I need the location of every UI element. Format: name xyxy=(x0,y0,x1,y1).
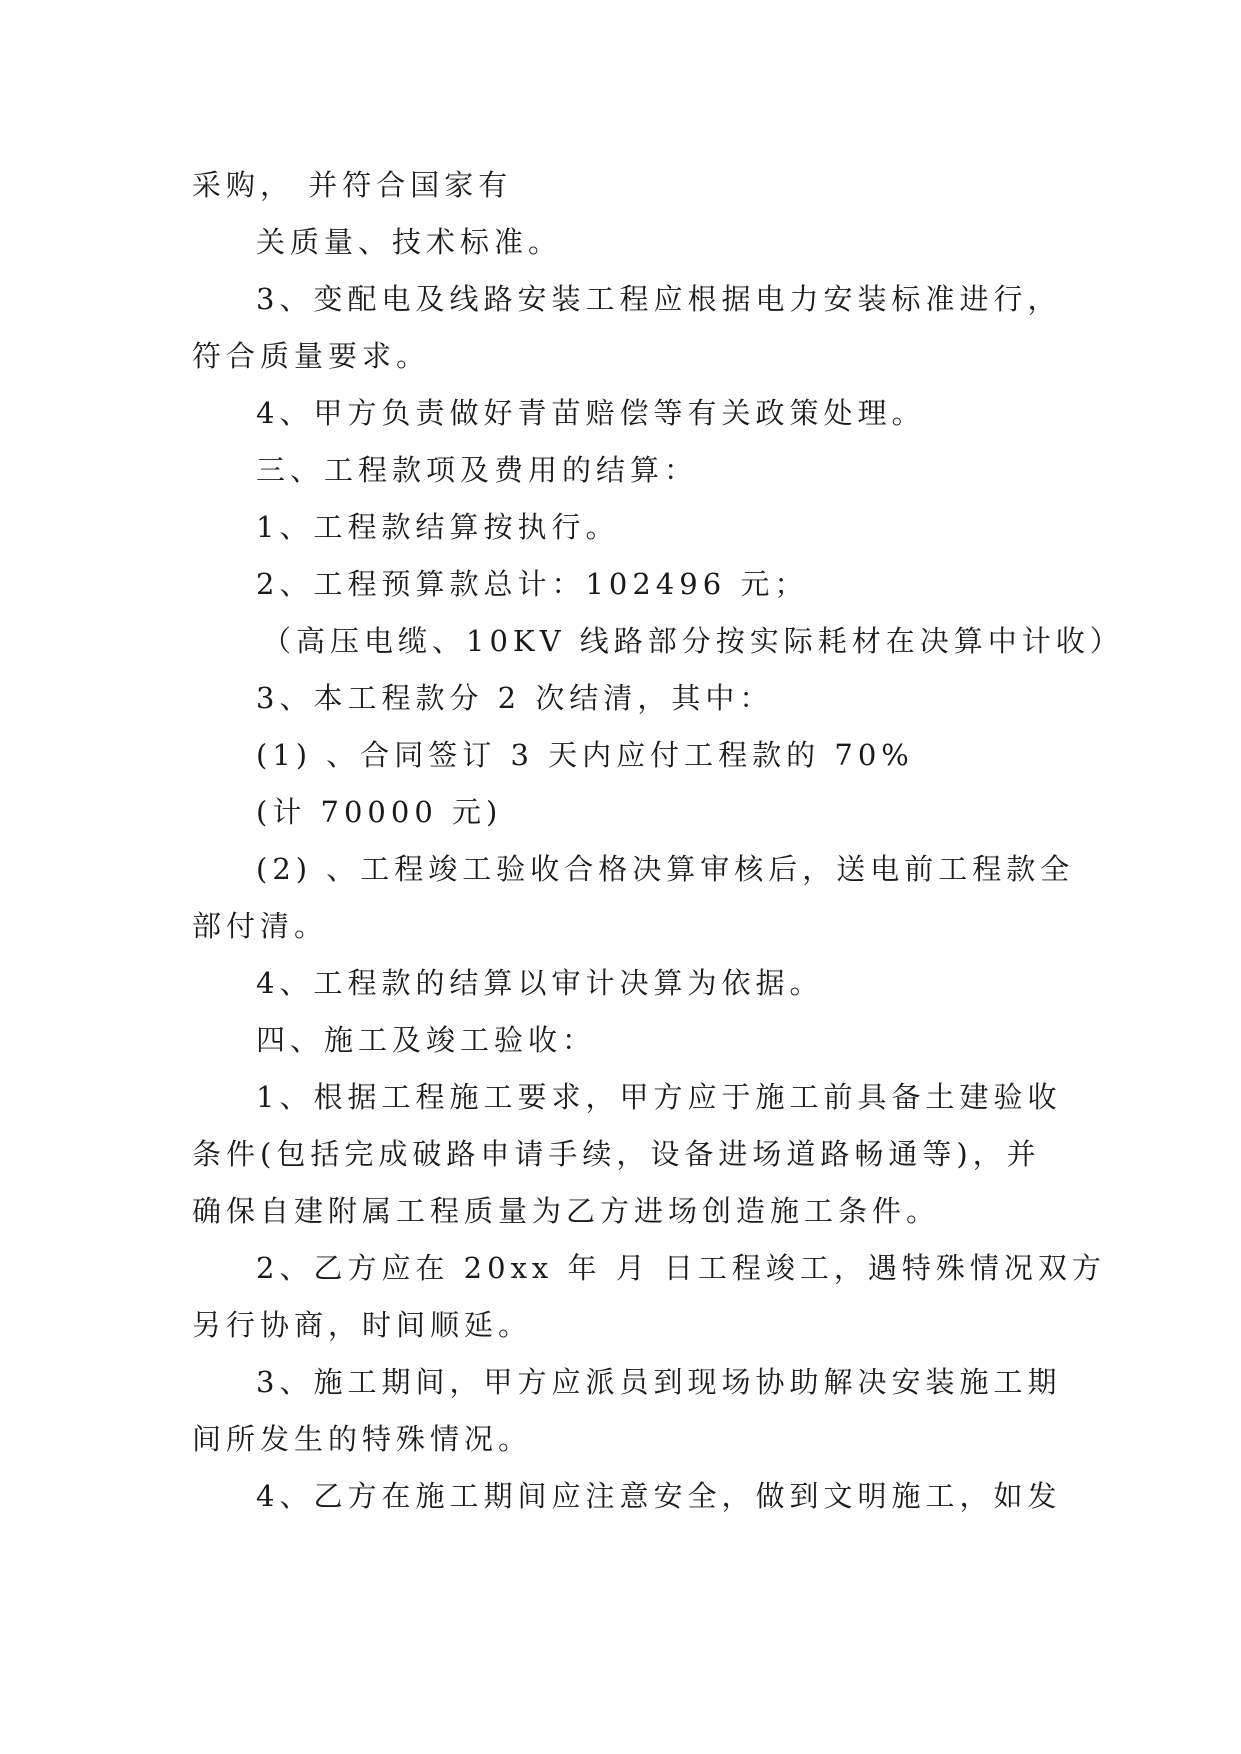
text-line: 确保自建附属工程质量为乙方进场创造施工条件。 xyxy=(192,1194,941,1228)
text-line: 符合质量要求。 xyxy=(192,339,431,373)
text-line: 3、施工期间，甲方应派员到现场协助解决安装施工期 xyxy=(256,1365,1062,1399)
text-line: 条件(包括完成破路申请手续，设备进场道路畅通等)，并 xyxy=(192,1137,1041,1171)
text-line: (2) 、工程竣工验收合格决算审核后，送电前工程款全 xyxy=(256,852,1075,886)
text-line: 2、乙方应在 20xx 年 月 日工程竣工，遇特殊情况双方 xyxy=(256,1251,1106,1285)
text-line: 采购， 并符合国家有 xyxy=(192,168,513,202)
text-line: 3、本工程款分 2 次结清，其中： xyxy=(256,681,774,715)
text-line: (计 70000 元) xyxy=(256,795,503,829)
text-line: 1、工程款结算按执行。 xyxy=(256,510,620,544)
section-heading: 三、工程款项及费用的结算： xyxy=(256,453,699,487)
text-line: 间所发生的特殊情况。 xyxy=(192,1422,533,1456)
text-line: （高压电缆、10KV 线路部分按实际耗材在决算中计收） xyxy=(262,624,1124,658)
section-heading: 四、施工及竣工验收： xyxy=(256,1023,597,1057)
text-line: 另行协商，时间顺延。 xyxy=(192,1308,533,1342)
text-line: 关质量、技术标准。 xyxy=(256,225,563,259)
text-line: 2、工程预算款总计：102496 元； xyxy=(256,567,809,601)
text-line: 4、乙方在施工期间应注意安全，做到文明施工，如发 xyxy=(256,1479,1062,1513)
text-line: (1) 、合同签订 3 天内应付工程款的 70% xyxy=(256,738,914,772)
text-line: 3、变配电及线路安装工程应根据电力安装标准进行， xyxy=(256,282,1062,316)
text-line: 1、根据工程施工要求，甲方应于施工前具备土建验收 xyxy=(256,1080,1062,1114)
text-line: 4、工程款的结算以审计决算为依据。 xyxy=(256,966,824,1000)
text-line: 4、甲方负责做好青苗赔偿等有关政策处理。 xyxy=(256,396,926,430)
text-line: 部付清。 xyxy=(192,909,329,943)
